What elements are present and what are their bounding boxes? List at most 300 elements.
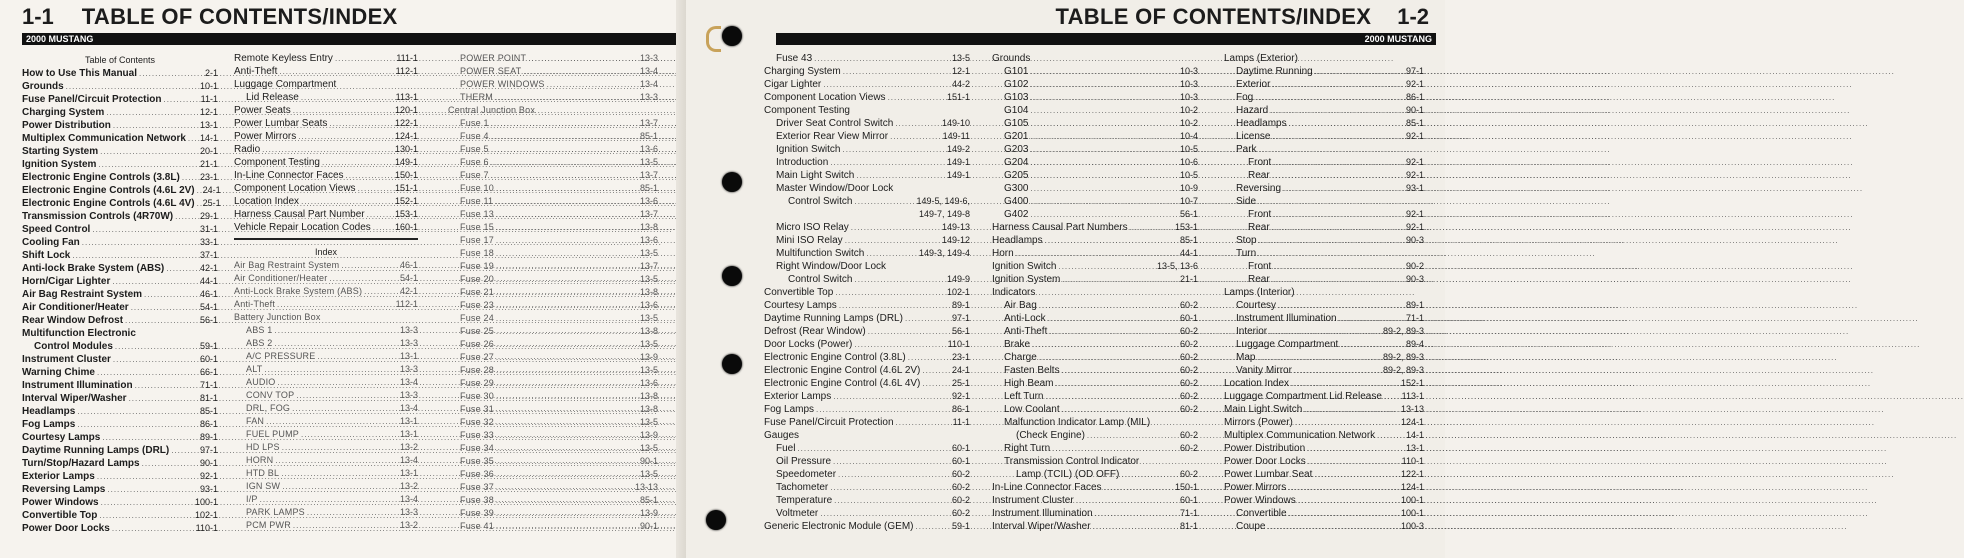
entry-page: 124-1 (394, 131, 418, 141)
entry-title: Convertible Top (764, 287, 834, 298)
index-entry (992, 377, 1198, 390)
dot-leader (1272, 169, 1404, 182)
index-entry (22, 288, 218, 301)
entry-page: 112-1 (395, 299, 418, 309)
entry-title: POWER SEAT (460, 66, 522, 76)
index-entry (22, 275, 218, 288)
index-entry (234, 130, 418, 143)
dot-leader (99, 509, 193, 522)
dot-leader (830, 481, 950, 494)
entry-title: Control Switch (788, 274, 853, 285)
index-entry (448, 182, 658, 195)
entry-page: 60-2 (951, 508, 970, 518)
index-entry (992, 520, 1198, 533)
entry-page: 13-1 (199, 120, 218, 130)
entry-title: Anti-Lock (1004, 313, 1046, 324)
entry-title: Air Bag Restraint System (22, 289, 143, 300)
index-entry (992, 52, 1198, 65)
index-entry (992, 143, 1198, 156)
contents-list (22, 67, 221, 535)
entry-page: 149-12 (941, 235, 970, 245)
entry-title: Right Window/Door Lock (776, 261, 887, 272)
dot-leader (523, 65, 638, 78)
dot-leader (106, 106, 198, 119)
index-entry (1224, 78, 1424, 91)
dot-leader (131, 301, 198, 314)
index-entry (992, 403, 1198, 416)
left-page-number: 1-1 (22, 4, 54, 29)
entry-page: 90-3 (1405, 235, 1424, 245)
index-entry (448, 481, 658, 494)
entry-title: AUDIO (246, 377, 276, 387)
entry-page: 13-4 (399, 403, 418, 413)
index-entry (764, 234, 970, 247)
entry-title: G204 (1004, 157, 1029, 168)
entry-title: How to Use This Manual (22, 68, 138, 79)
dot-leader (888, 91, 945, 104)
index-entry (992, 221, 1198, 234)
dot-leader (851, 221, 940, 234)
entry-title: Harness Causal Part Numbers (992, 222, 1128, 233)
index-entry (992, 247, 1198, 260)
dot-leader (1016, 247, 1178, 260)
index-entry (234, 285, 418, 298)
dot-leader (373, 221, 393, 234)
entry-title: Daytime Running Lamps (DRL) (764, 313, 903, 324)
entry-title: License (1236, 131, 1271, 142)
entry-page: 42-1 (399, 286, 418, 296)
dot-leader (1272, 130, 1404, 143)
index-entry (22, 379, 218, 392)
entry-page: 86-1 (1405, 92, 1424, 102)
entry-title: Instrument Cluster (992, 495, 1074, 506)
entry-title: Fuse 33 (460, 430, 494, 440)
entry-title: G102 (1004, 79, 1029, 90)
entry-page: 13-6 (639, 300, 658, 310)
dot-leader (296, 389, 398, 402)
dot-leader (839, 299, 950, 312)
index-entry (448, 299, 658, 312)
entry-page: 13-8 (639, 287, 658, 297)
entry-title: FAN (246, 416, 265, 426)
index-entry (992, 169, 1198, 182)
entry-title: Interval Wiper/Washer (22, 393, 127, 404)
dot-leader (113, 119, 198, 132)
index-entry (764, 377, 970, 390)
entry-title: Coupe (1236, 521, 1266, 532)
entry-page: 10-2 (1179, 105, 1198, 115)
entry-title: Fuse 39 (460, 508, 494, 518)
entry-title: A/C PRESSURE (246, 351, 316, 361)
entry-title: POWER POINT (460, 53, 527, 63)
dot-leader (547, 78, 638, 91)
index-entry (234, 441, 418, 454)
entry-title: Multifunction Switch (776, 248, 865, 259)
entry-title: HD LPS (246, 442, 280, 452)
entry-page: 152-1 (394, 196, 418, 206)
entry-page: 92-1 (1405, 170, 1424, 180)
entry-page: 85-1 (1405, 118, 1424, 128)
index-entry (1224, 507, 1424, 520)
index-entry (992, 91, 1198, 104)
entry-page: 13-7 (639, 261, 658, 271)
entry-page: 160-1 (394, 222, 418, 232)
index-entry (1224, 208, 1424, 221)
entry-page: 92-1 (1405, 209, 1424, 219)
dot-leader (293, 519, 398, 532)
index-list-d (992, 52, 1198, 533)
dot-leader (301, 428, 398, 441)
entry-page: 13-13 (1400, 404, 1424, 414)
entry-title: DRL, FOG (246, 403, 291, 413)
entry-title: Electronic Engine Control (3.8L) (764, 352, 906, 363)
entry-title: Main Light Switch (776, 170, 855, 181)
index-entry (992, 195, 1198, 208)
entry-page: 113-1 (1401, 391, 1424, 401)
dot-leader (1052, 442, 1178, 455)
entry-page: 56-1 (199, 315, 218, 325)
entry-title: IGN SW (246, 481, 281, 491)
entry-page: 150-1 (394, 170, 418, 180)
entry-page: 11-1 (200, 94, 218, 104)
entry-page: 89-4 (1405, 339, 1424, 349)
entry-title: Central Junction Box (448, 105, 536, 115)
index-entry (764, 403, 970, 416)
dot-leader (115, 340, 198, 353)
index-entry (764, 507, 970, 520)
dot-leader (496, 468, 638, 481)
index-entry (1224, 221, 1424, 234)
dot-leader (329, 272, 398, 285)
entry-title: Ignition Switch (992, 261, 1057, 272)
dot-leader (1058, 260, 1154, 273)
index-entry (1224, 325, 1424, 338)
entry-title: Air Bag Restraint System (234, 260, 340, 270)
entry-page: 92-1 (1405, 222, 1424, 232)
dot-leader (144, 288, 198, 301)
index-entry (234, 221, 418, 234)
entry-page: 86-1 (951, 404, 970, 414)
entry-page: 89-1 (1405, 300, 1424, 310)
entry-page: 60-2 (951, 495, 970, 505)
entry-page: 11-1 (952, 417, 970, 427)
dot-leader (1030, 130, 1178, 143)
index-entry (234, 454, 418, 467)
entry-title: Fog (1236, 92, 1254, 103)
index-entry (992, 429, 1198, 442)
entry-title: Rear (1248, 222, 1270, 233)
entry-title: Power Lumbar Seat (1224, 469, 1313, 480)
dot-leader (282, 441, 398, 454)
right-col-2 (992, 52, 1198, 533)
entry-title: Location Index (234, 196, 300, 207)
entry-title: HORN (246, 455, 274, 465)
entry-page: 29-1 (199, 211, 218, 221)
entry-page: 37-1 (199, 250, 218, 260)
dot-leader (922, 377, 950, 390)
binder-clip-mark (706, 26, 721, 52)
entry-title: Anti-Theft (234, 299, 276, 309)
binder-hole (722, 26, 742, 46)
entry-page: 97-1 (199, 445, 218, 455)
index-entry (1224, 247, 1424, 260)
entry-page: 59-1 (199, 341, 218, 351)
entry-title: Fuse 11 (460, 196, 494, 206)
index-entry (764, 143, 970, 156)
entry-page: 149-1 (394, 157, 418, 167)
dot-leader (266, 415, 398, 428)
entry-title: Power Windows (22, 497, 99, 508)
index-entry (234, 78, 418, 91)
index-entry (22, 327, 218, 340)
entry-page: 60-2 (951, 469, 970, 479)
entry-page: 13-3 (639, 53, 658, 63)
right-col-3 (1224, 52, 1424, 533)
entry-title: Door Locks (Power) (764, 339, 853, 350)
entry-page: 60-2 (951, 482, 970, 492)
entry-page: 42-1 (199, 263, 218, 273)
index-entry (1224, 390, 1424, 403)
entry-page: 100-1 (194, 497, 218, 507)
entry-title: Reversing Lamps (22, 484, 106, 495)
entry-title: Fuse 24 (460, 313, 494, 323)
index-entry (448, 247, 658, 260)
entry-title: Fuse 1 (460, 118, 489, 128)
dot-leader (833, 390, 950, 403)
entry-page: 60-2 (1179, 352, 1198, 362)
entry-page: 85-1 (199, 406, 218, 416)
entry-page: 90-1 (639, 521, 658, 531)
entry-title: Control Switch (788, 196, 853, 207)
entry-title: Reversing (1236, 183, 1282, 194)
dot-leader (77, 405, 198, 418)
dot-leader (129, 392, 198, 405)
entry-title: Headlamps (1236, 118, 1287, 129)
entry-page: 54-1 (199, 302, 218, 312)
index-entry (1224, 299, 1424, 312)
entry-page: 13-5 (639, 365, 658, 375)
entry-page: 44-2 (951, 79, 970, 89)
dot-leader (1377, 429, 1404, 442)
dot-leader (842, 143, 944, 156)
entry-page: 111-1 (396, 53, 418, 63)
entry-title: Speed Control (22, 224, 91, 235)
entry-page: 60-2 (1179, 378, 1198, 388)
index-entry (22, 522, 218, 535)
entry-title: Remote Keyless Entry (234, 53, 333, 64)
entry-title: G104 (1004, 105, 1029, 116)
dot-leader (1045, 390, 1178, 403)
index-entry (1224, 130, 1424, 143)
index-entry (764, 481, 970, 494)
entry-page: 100-1 (1400, 508, 1424, 518)
dot-leader (1095, 507, 1178, 520)
entry-title: Electronic Engine Control (4.6L 4V) (764, 378, 921, 389)
entry-title: Power Seats (234, 105, 291, 116)
dot-leader (495, 91, 638, 104)
index-entry (234, 52, 418, 65)
dot-leader (142, 457, 198, 470)
dot-leader (496, 208, 638, 221)
contents-heading: Table of Contents (84, 55, 156, 65)
entry-page: 71-1 (1179, 508, 1198, 518)
entry-page: 21-1 (199, 159, 218, 169)
entry-page: 71-1 (1405, 313, 1424, 323)
index-entry (764, 52, 970, 65)
entry-title: Exterior Rear View Mirror (776, 131, 889, 142)
dot-leader (1062, 273, 1178, 286)
entry-title: Component Testing (234, 157, 320, 168)
dot-leader (364, 285, 398, 298)
entry-title: Indicators (992, 287, 1036, 298)
entry-page: 60-2 (1179, 430, 1198, 440)
entry-page: 85-1 (1179, 235, 1198, 245)
entry-title: Fasten Belts (1004, 365, 1060, 376)
index-entry (22, 132, 218, 145)
entry-title: Interval Wiper/Washer (992, 521, 1091, 532)
index-entry (992, 312, 1198, 325)
left-page (0, 0, 686, 558)
index-entry (234, 350, 418, 363)
entry-title: Lid Release (246, 92, 299, 103)
dot-leader (1030, 156, 1178, 169)
index-entry (448, 338, 658, 351)
entry-page: 13-4 (399, 455, 418, 465)
entry-title: Luggage Compartment Lid Release (1224, 391, 1382, 402)
entry-title: Side (1236, 196, 1257, 207)
entry-page: 13-8 (639, 391, 658, 401)
index-entry (22, 145, 218, 158)
index-entry (22, 470, 218, 483)
left-page-title: TABLE OF CONTENTS/INDEX (81, 4, 398, 29)
dot-leader (1093, 520, 1178, 533)
index-entry (22, 366, 218, 379)
entry-page: 13-4 (399, 377, 418, 387)
entry-page: 60-1 (951, 443, 970, 453)
entry-title: Instrument Illumination (992, 508, 1093, 519)
entry-page: 60-2 (1179, 404, 1198, 414)
entry-page: 13-5 (951, 53, 970, 63)
dot-leader (101, 496, 193, 509)
entry-title: Fuse 5 (460, 144, 489, 154)
dot-leader (1030, 104, 1178, 117)
entry-page: 124-1 (1400, 482, 1424, 492)
index-entry (234, 376, 418, 389)
dot-leader (854, 195, 914, 208)
entry-page: 20-1 (199, 146, 218, 156)
index-entry (234, 169, 418, 182)
entry-title: Headlamps (22, 406, 76, 417)
dot-leader (275, 324, 398, 337)
index-entry (22, 431, 218, 444)
left-model-label: 2000 MUSTANG (26, 34, 94, 44)
entry-title: Power Door Locks (1224, 456, 1306, 467)
entry-title: Grounds (992, 53, 1031, 64)
index-entry (22, 171, 218, 184)
entry-page: 102-1 (946, 287, 970, 297)
entry-title: Power Mirrors (1224, 482, 1287, 493)
entry-page: 13-3 (399, 338, 418, 348)
entry-title: Courtesy (1236, 300, 1277, 311)
dot-leader (816, 403, 950, 416)
index-entry (448, 351, 658, 364)
entry-page: 25-1 (951, 378, 970, 388)
index-entry (992, 104, 1198, 117)
dot-leader (1039, 351, 1178, 364)
entry-title: Cigar Lighter (764, 79, 822, 90)
entry-page: 13-8 (639, 326, 658, 336)
entry-page: 110-1 (1401, 456, 1424, 466)
entry-title: Charging System (22, 107, 105, 118)
entry-title: Grounds (22, 81, 64, 92)
index-entry (234, 104, 418, 117)
entry-title: Lamp (TCIL) (OD OFF) (1016, 469, 1120, 480)
index-entry (764, 286, 970, 299)
dot-leader (282, 480, 398, 493)
entry-page: 149-1 (946, 170, 970, 180)
entry-title: CONV TOP (246, 390, 295, 400)
entry-title: Fuse Panel/Circuit Protection (22, 94, 162, 105)
entry-title: Instrument Illumination (22, 380, 133, 391)
dot-leader (1289, 507, 1399, 520)
entry-page: 46-1 (399, 260, 418, 270)
index-entry (234, 324, 418, 337)
entry-page: 90-3 (1405, 274, 1424, 284)
dot-leader (496, 364, 638, 377)
entry-title: ALT (246, 364, 263, 374)
index-entry (764, 520, 970, 533)
entry-title: Introduction (776, 157, 829, 168)
index-entry (234, 259, 418, 272)
entry-page: 89-2, 89-3 (1382, 326, 1424, 336)
entry-title: Driver Seat Control Switch (776, 118, 894, 129)
entry-title: Fuse 34 (460, 443, 494, 453)
index-entry (22, 197, 221, 210)
entry-title: Stop (1236, 235, 1257, 246)
dot-leader (496, 247, 638, 260)
entry-title: ABS 1 (246, 325, 273, 335)
entry-page: 60-2 (1179, 391, 1198, 401)
dot-leader (275, 454, 398, 467)
index-entry (1224, 234, 1424, 247)
entry-page: 97-1 (1405, 66, 1424, 76)
entry-page: 44-1 (199, 276, 218, 286)
entry-page: 14-1 (1405, 430, 1424, 440)
index-entry (22, 249, 218, 262)
entry-page: 10-3 (1179, 66, 1198, 76)
index-entry (992, 325, 1198, 338)
entry-title: I/P (246, 494, 258, 504)
index-entry (448, 208, 658, 221)
left-right-column (448, 52, 658, 533)
entry-page: 60-2 (1179, 300, 1198, 310)
entry-page: 13-8 (639, 222, 658, 232)
index-entry (1224, 169, 1424, 182)
index-entry (1224, 494, 1424, 507)
dot-leader (491, 169, 638, 182)
entry-title: G201 (1004, 131, 1029, 142)
entry-title: Multiplex Communication Network (1224, 430, 1376, 441)
entry-title: Fuse Panel/Circuit Protection (764, 417, 894, 428)
entry-title: Fuse 15 (460, 222, 494, 232)
dot-leader (135, 379, 198, 392)
entry-page: 92-1 (1405, 131, 1424, 141)
index-entry (992, 273, 1198, 286)
entry-page: 23-1 (951, 352, 970, 362)
entry-title: G402 (1004, 209, 1029, 220)
entry-page: 13-1 (399, 429, 418, 439)
entry-page: 90-1 (1405, 105, 1424, 115)
